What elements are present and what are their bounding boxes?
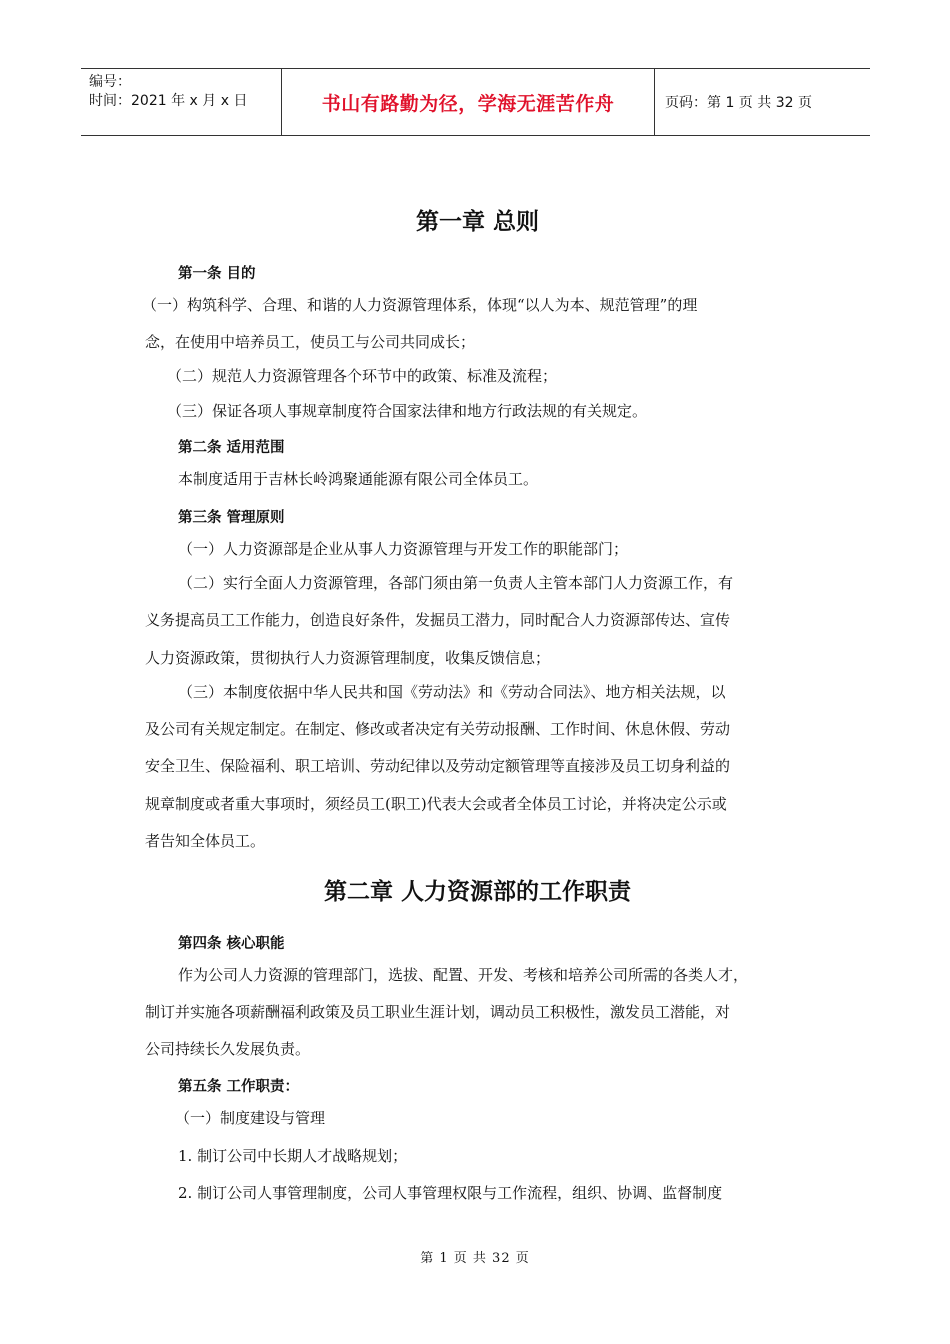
article-5-subsection-1: （一）制度建设与管理: [175, 1109, 326, 1127]
header-motto: 书山有路勤为径，学海无涯苦作舟: [282, 69, 655, 135]
article-3-para-3-line-4: 规章制度或者重大事项时，须经员工(职工)代表大会或者全体员工讨论，并将决定公示或: [145, 795, 727, 813]
article-2-title: 第二条 适用范围: [178, 440, 285, 456]
article-2-para-1: 本制度适用于吉林长岭鸿聚通能源有限公司全体员工。: [178, 470, 539, 488]
article-1-para-1-line-2: 念，在使用中培养员工，使员工与公司共同成长；: [145, 333, 476, 351]
article-4-para-1-line-1: 作为公司人力资源的管理部门，选拔、配置、开发、考核和培养公司所需的各类人才，: [178, 966, 749, 984]
article-5-item-2: 2. 制订公司人事管理制度，公司人事管理权限与工作流程，组织、协调、监督制度: [178, 1184, 723, 1202]
page-footer: 第 1 页 共 32 页: [420, 1251, 530, 1266]
chapter-2-title: 第二章 人力资源部的工作职责: [323, 879, 631, 905]
article-3-para-3-line-2: 及公司有关规定制定。在制定、修改或者决定有关劳动报酬、工作时间、休息休假、劳动: [145, 720, 731, 738]
article-1-para-1-line-1: （一）构筑科学、合理、和谐的人力资源管理体系，体现“以人为本、规范管理”的理: [142, 296, 698, 314]
number-label: 编号：: [89, 74, 131, 90]
time-label: 时间：2021 年 x 月 x 日: [89, 93, 248, 109]
article-3-para-2-line-2: 义务提高员工工作能力，创造良好条件，发掘员工潜力，同时配合人力资源部传达、宣传: [145, 611, 731, 629]
header-page-label: 页码：第 1 页 共 32 页: [665, 95, 812, 111]
article-1-title: 第一条 目的: [178, 266, 256, 282]
article-3-para-3-line-5: 者告知全体员工。: [145, 832, 266, 850]
article-3-para-2-line-3: 人力资源政策，贯彻执行人力资源管理制度，收集反馈信息；: [145, 649, 551, 667]
article-3-title: 第三条 管理原则: [178, 510, 285, 526]
article-3-para-1: （一）人力资源部是企业从事人力资源管理与开发工作的职能部门；: [178, 540, 629, 558]
article-4-para-1-line-2: 制订并实施各项薪酬福利政策及员工职业生涯计划，调动员工积极性，激发员工潜能，对: [145, 1003, 731, 1021]
chapter-1-title: 第一章 总则: [415, 209, 539, 235]
page-header: [81, 68, 870, 136]
article-3-para-3-line-1: （三）本制度依据中华人民共和国《劳动法》和《劳动合同法》、地方相关法规，以: [178, 683, 726, 701]
article-4-para-1-line-3: 公司持续长久发展负责。: [145, 1040, 311, 1058]
article-1-para-3: （三）保证各项人事规章制度符合国家法律和地方行政法规的有关规定。: [167, 402, 648, 420]
header-meta: [81, 69, 282, 135]
article-5-title: 第五条 工作职责：: [178, 1079, 300, 1095]
article-4-title: 第四条 核心职能: [178, 936, 285, 952]
article-3-para-2-line-1: （二）实行全面人力资源管理，各部门须由第一负责人主管本部门人力资源工作，有: [178, 574, 734, 592]
article-3-para-3-line-3: 安全卫生、保险福利、职工培训、劳动纪律以及劳动定额管理等直接涉及员工切身利益的: [145, 757, 731, 775]
article-5-item-1: 1. 制订公司中长期人才战略规划；: [178, 1147, 408, 1165]
article-1-para-2: （二）规范人力资源管理各个环节中的政策、标准及流程；: [167, 367, 558, 385]
